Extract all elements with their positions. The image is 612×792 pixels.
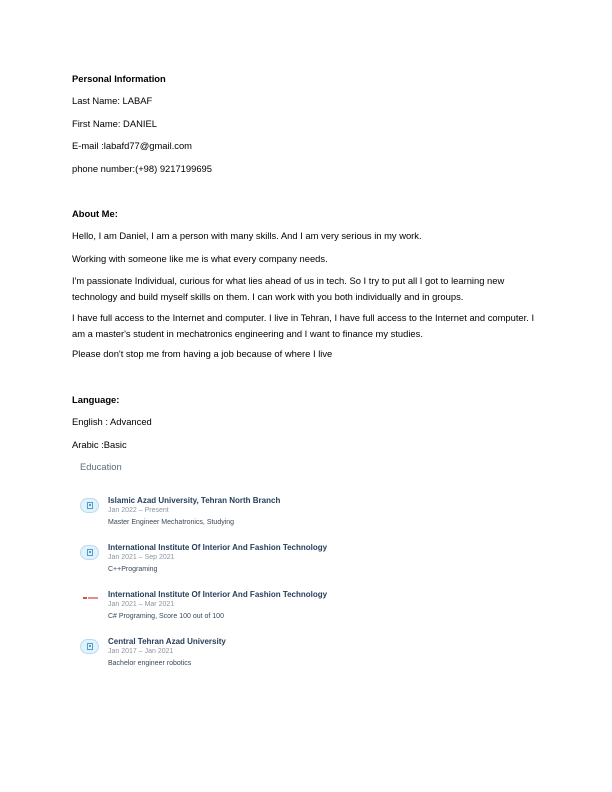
education-dates: Jan 2022 – Present	[108, 507, 169, 514]
first-name: First Name: DANIEL	[72, 118, 157, 129]
university-icon	[80, 639, 99, 654]
email: E-mail :labafd77@gmail.com	[72, 140, 192, 151]
education-heading: Education	[80, 461, 122, 472]
about-heading: About Me:	[72, 208, 118, 219]
institute-logo-icon	[83, 597, 98, 600]
education-entry	[80, 590, 540, 630]
language-item: English : Advanced	[72, 416, 152, 427]
education-dates: Jan 2017 – Jan 2021	[108, 648, 174, 655]
education-school: Islamic Azad University, Tehran North Branch	[108, 496, 281, 505]
about-paragraph: Please don't stop me from having a job because of where I live	[72, 348, 333, 359]
education-description: Master Engineer Mechatronics, Studying	[108, 519, 235, 526]
language-item: Arabic :Basic	[72, 439, 127, 450]
about-paragraph: Hello, I am Daniel, I am a person with many skills. And I am very serious in my work.	[72, 230, 422, 241]
university-icon	[80, 498, 99, 513]
education-school: International Institute Of Interior And Fashion Technology	[108, 590, 328, 599]
education-entry	[80, 637, 540, 677]
education-description: C# Programing, Score 100 out of 100	[108, 613, 224, 620]
education-description: C++Programing	[108, 566, 158, 573]
last-name: Last Name: LABAF	[72, 95, 153, 106]
education-dates: Jan 2021 – Mar 2021	[108, 601, 175, 608]
phone-number: phone number:(+98) 9217199695	[72, 163, 212, 174]
about-paragraph: I have full access to the Internet and computer. I live in Tehran, I have full access to the Internet and computer. I am a master's student in mechatronics engineering and I want to finance my studies.	[72, 312, 535, 339]
about-paragraph: Working with someone like me is what every company needs.	[72, 253, 328, 264]
education-school: International Institute Of Interior And Fashion Technology	[108, 543, 328, 552]
university-icon	[80, 545, 99, 560]
education-school: Central Tehran Azad University	[108, 637, 226, 646]
education-dates: Jan 2021 – Sep 2021	[108, 554, 175, 561]
personal-info-heading: Personal Information	[72, 73, 166, 84]
education-entry	[80, 496, 540, 536]
education-entry	[80, 543, 540, 583]
education-description: Bachelor engineer robotics	[108, 660, 192, 667]
about-paragraph: I'm passionate Individual, curious for what lies ahead of us in tech. So I try to put all I got to learning new technology and build myself skills on them. I can work with you both individually and in groups.	[72, 275, 505, 302]
language-heading: Language:	[72, 394, 120, 405]
